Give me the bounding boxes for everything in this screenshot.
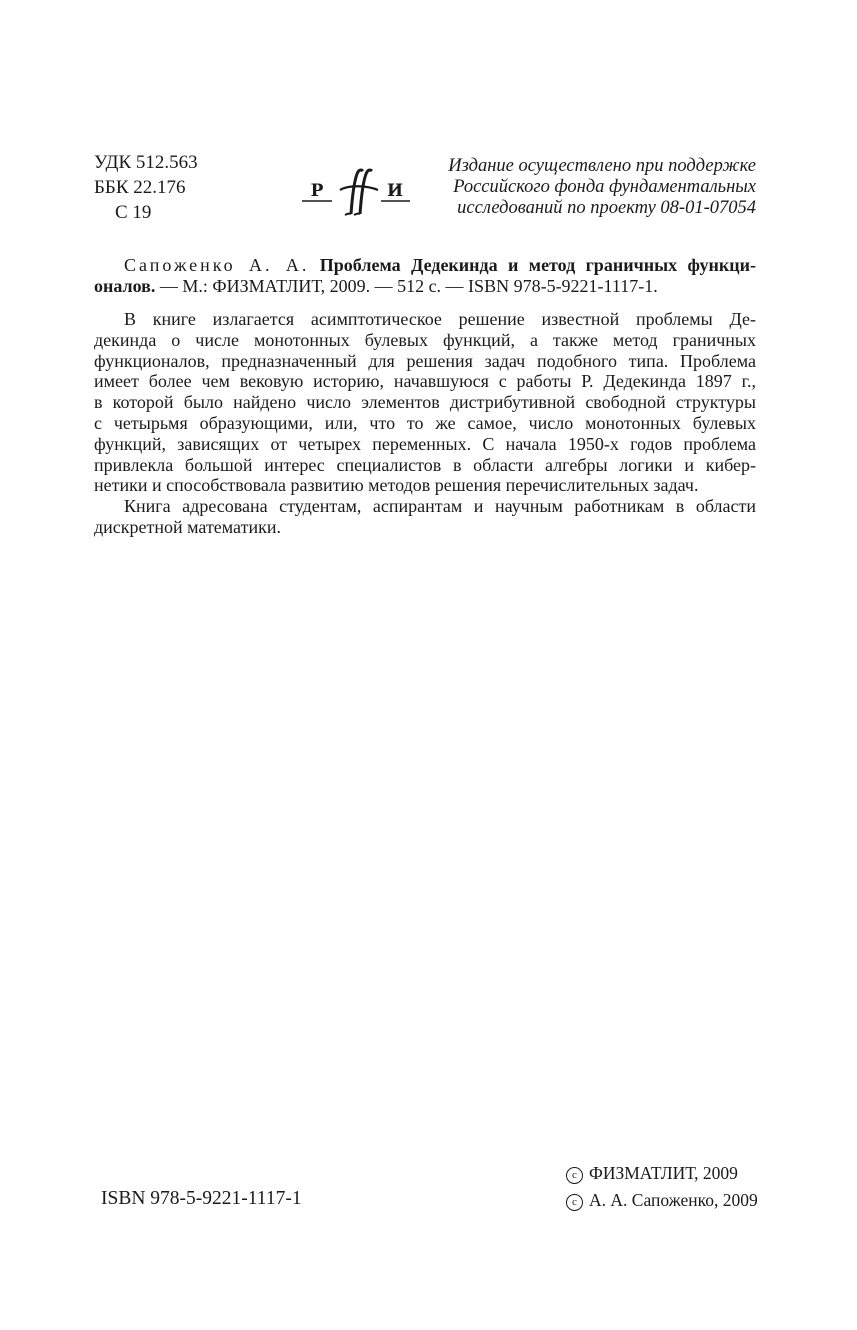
abstract-line: привлекла большой интерес специалистов в области алгебры логики и кибер- bbox=[94, 454, 756, 475]
logo-crossbar bbox=[340, 186, 378, 190]
isbn: ISBN 978-5-9221-1117-1 bbox=[101, 1188, 302, 1209]
book-imprint: — М.: ФИЗМАТЛИТ, 2009. — 512 с. — ISBN 978-5-9221-1117-1. bbox=[159, 276, 658, 296]
biblio-line-1 bbox=[94, 255, 756, 276]
abstract-line: дискретной математики. bbox=[94, 516, 281, 537]
book-title-part2: оналов. bbox=[94, 276, 156, 296]
funding-line: исследований по проекту 08-01-07054 bbox=[457, 198, 756, 218]
abstract-line: декинда о числе монотонных булевых функций, а также метод граничных bbox=[94, 329, 756, 350]
author-mark: С 19 bbox=[115, 202, 152, 223]
copyright-block bbox=[566, 1160, 758, 1214]
abstract-line: функций, зависящих от четырех переменных. С начала 1950-х годов проблема bbox=[94, 433, 756, 454]
logo-letter-left: Р bbox=[310, 181, 324, 201]
bibliographic-record bbox=[94, 255, 756, 297]
udk-code: УДК 512.563 bbox=[94, 152, 198, 173]
abstract-line: нетики и способствовала развитию методов решения перечислительных задач. bbox=[94, 475, 699, 496]
rffi-logo bbox=[302, 168, 410, 218]
logo-f-stroke-2 bbox=[360, 170, 372, 214]
copyright-author-line bbox=[566, 1187, 758, 1214]
abstract-line: В книге излагается асимптотическое решение известной проблемы Де- bbox=[124, 309, 756, 329]
copyright-author: А. А. Сапоженко, 2009 bbox=[589, 1190, 758, 1210]
rffi-logo-graphic bbox=[302, 168, 410, 218]
logo-f-tail-1 bbox=[345, 214, 351, 215]
abstract-line: в которой было найдено число элементов дистрибутивной свободной структуры bbox=[94, 392, 756, 413]
copyright-icon: c bbox=[566, 1167, 583, 1184]
funding-line: Российского фонда фундаментальных bbox=[453, 177, 756, 197]
logo-letter-right: И bbox=[386, 181, 404, 201]
classification-block bbox=[94, 150, 198, 225]
funding-line: Издание осуществлено при поддержке bbox=[448, 156, 756, 176]
copyright-icon: c bbox=[566, 1194, 583, 1211]
bbk-code: ББК 22.176 bbox=[94, 177, 186, 198]
abstract-line: с четырьмя образующими, или, что то же самое, число монотонных булевых bbox=[94, 412, 756, 433]
abstract-line: имеет более чем вековую историю, начавшуюся с работы Р. Дедекинда 1897 г., bbox=[94, 371, 756, 392]
logo-f-tail-2 bbox=[354, 214, 360, 215]
funding-note bbox=[411, 156, 756, 219]
copyright-publisher-line bbox=[566, 1160, 758, 1187]
book-author: Сапоженко А. А. bbox=[124, 255, 310, 275]
abstract-line: Книга адресована студентам, аспирантам и научным работникам в области bbox=[124, 496, 756, 517]
abstract bbox=[94, 309, 756, 538]
book-title-part1: Проблема Дедекинда и метод граничных функци- bbox=[319, 255, 757, 275]
biblio-line-2 bbox=[94, 276, 756, 297]
abstract-line: функционалов, предназначенный для решения задач подобного типа. Проблема bbox=[94, 350, 756, 371]
copyright-publisher: ФИЗМАТЛИТ, 2009 bbox=[589, 1163, 738, 1183]
